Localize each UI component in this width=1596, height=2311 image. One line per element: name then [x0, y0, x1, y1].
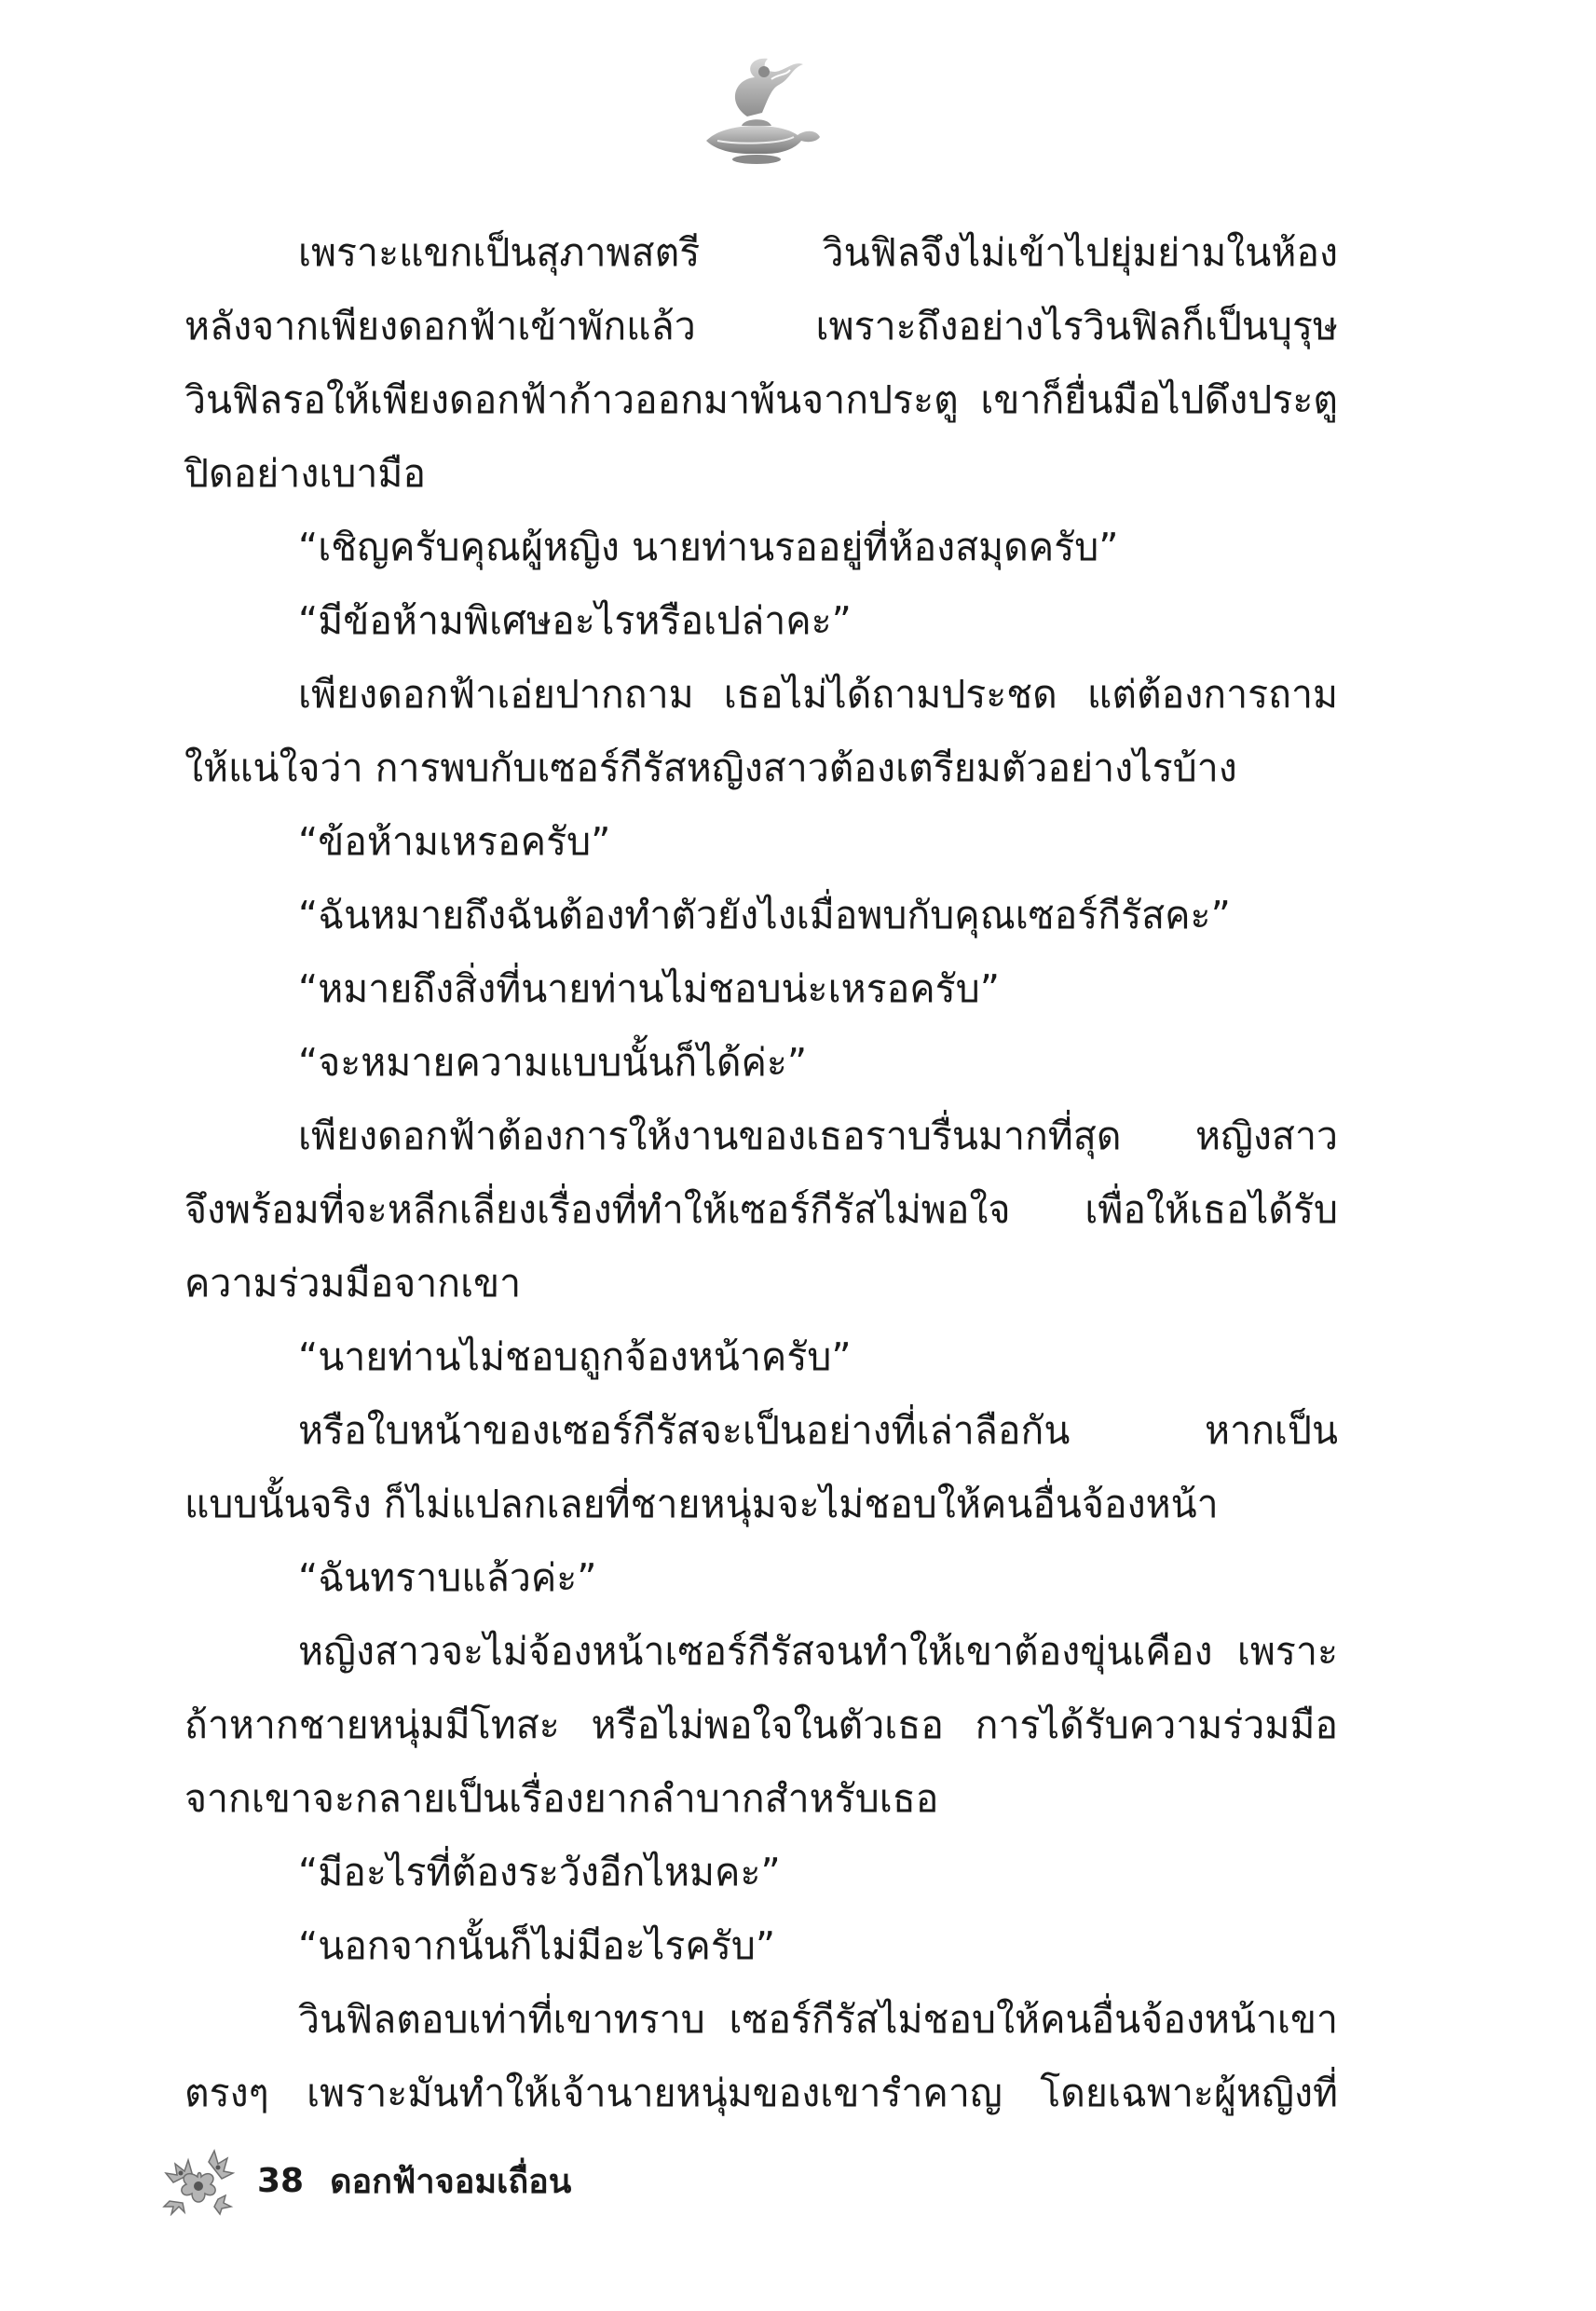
- paragraph-line: เพียงดอกฟ้าต้องการให้งานของเธอราบรื่นมากที่สุด หญิงสาว: [298, 1114, 1338, 1158]
- dialogue-line: “เชิญครับคุณผู้หญิง นายท่านรออยู่ที่ห้องสมุดครับ”: [298, 525, 1119, 569]
- dialogue-line: “นอกจากนั้นก็ไม่มีอะไรครับ”: [298, 1923, 776, 1968]
- paragraph-line: ถ้าหากชายหนุ่มมีโทสะ หรือไม่พอใจในตัวเธอ การได้รับความร่วมมือ: [184, 1702, 1338, 1747]
- dialogue-line: “นายท่านไม่ชอบถูกจ้องหน้าครับ”: [298, 1334, 852, 1379]
- paragraph-line: ความร่วมมือจากเขา: [184, 1261, 522, 1306]
- dialogue-line: “จะหมายความแบบนั้นก็ได้ค่ะ”: [298, 1040, 808, 1085]
- paragraph-line: เพราะแขกเป็นสุภาพสตรี วินฟิลจึงไม่เข้าไปยุ่มย่ามในห้อง: [298, 230, 1338, 275]
- paragraph-line: จึงพร้อมที่จะหลีกเลี่ยงเรื่องที่ทำให้เซอร์กีรัสไม่พอใจ เพื่อให้เธอได้รับ: [184, 1187, 1338, 1232]
- paragraph-line: วินฟิลรอให้เพียงดอกฟ้าก้าวออกมาพ้นจากประตู เขาก็ยื่นมือไปดึงประตู: [184, 377, 1338, 422]
- paragraph-line: หลังจากเพียงดอกฟ้าเข้าพักแล้ว เพราะถึงอย่างไรวินฟิลก็เป็นบุรุษ: [184, 304, 1338, 349]
- paragraph-line: แบบนั้นจริง ก็ไม่แปลกเลยที่ชายหนุ่มจะไม่ชอบให้คนอื่นจ้องหน้า: [184, 1482, 1219, 1526]
- paragraph-line: ตรงๆ เพราะมันทำให้เจ้านายหนุ่มของเขารำคาญ โดยเฉพาะผู้หญิงที่: [184, 2071, 1338, 2115]
- dialogue-line: “ฉันทราบแล้วค่ะ”: [298, 1555, 597, 1600]
- dialogue-line: “ฉันหมายถึงฉันต้องทำตัวยังไงเมื่อพบกับคุณเซอร์กีรัสคะ”: [298, 893, 1231, 937]
- paragraph-line: จากเขาจะกลายเป็นเรื่องยากลำบากสำหรับเธอ: [184, 1776, 939, 1821]
- paragraph-line: ปิดอย่างเบามือ: [184, 451, 427, 496]
- paragraph-line: ให้แน่ใจว่า การพบกับเซอร์กีรัสหญิงสาวต้องเตรียมตัวอย่างไรบ้าง: [184, 745, 1237, 790]
- dialogue-line: “หมายถึงสิ่งที่นายท่านไม่ชอบน่ะเหรอครับ”: [298, 966, 1000, 1011]
- page-footer: [160, 2143, 571, 2218]
- flower-ornament-icon: [160, 2145, 235, 2216]
- page-number: 38: [257, 2161, 305, 2200]
- paragraph-line: หญิงสาวจะไม่จ้องหน้าเซอร์กีรัสจนทำให้เขาต้องขุ่นเคือง เพราะ: [298, 1629, 1338, 1674]
- paragraph-line: วินฟิลตอบเท่าที่เขาทราบ เซอร์กีรัสไม่ชอบให้คนอื่นจ้องหน้าเขา: [298, 1997, 1338, 2042]
- dialogue-line: “มีอะไรที่ต้องระวังอีกไหมคะ”: [298, 1850, 781, 1894]
- dialogue-line: “มีข้อห้ามพิเศษอะไรหรือเปล่าคะ”: [298, 598, 852, 643]
- body-text: [184, 216, 1338, 2130]
- paragraph-line: หรือใบหน้าของเซอร์กีรัสจะเป็นอย่างที่เล่าลือกัน หากเป็น: [298, 1408, 1338, 1453]
- dialogue-line: “ข้อห้ามเหรอครับ”: [298, 819, 611, 864]
- lamp-ornament-icon: [689, 51, 829, 168]
- book-title: ดอกฟ้าจอมเถื่อน: [330, 2162, 572, 2201]
- paragraph-line: เพียงดอกฟ้าเอ่ยปากถาม เธอไม่ได้ถามประชด แต่ต้องการถาม: [298, 672, 1338, 717]
